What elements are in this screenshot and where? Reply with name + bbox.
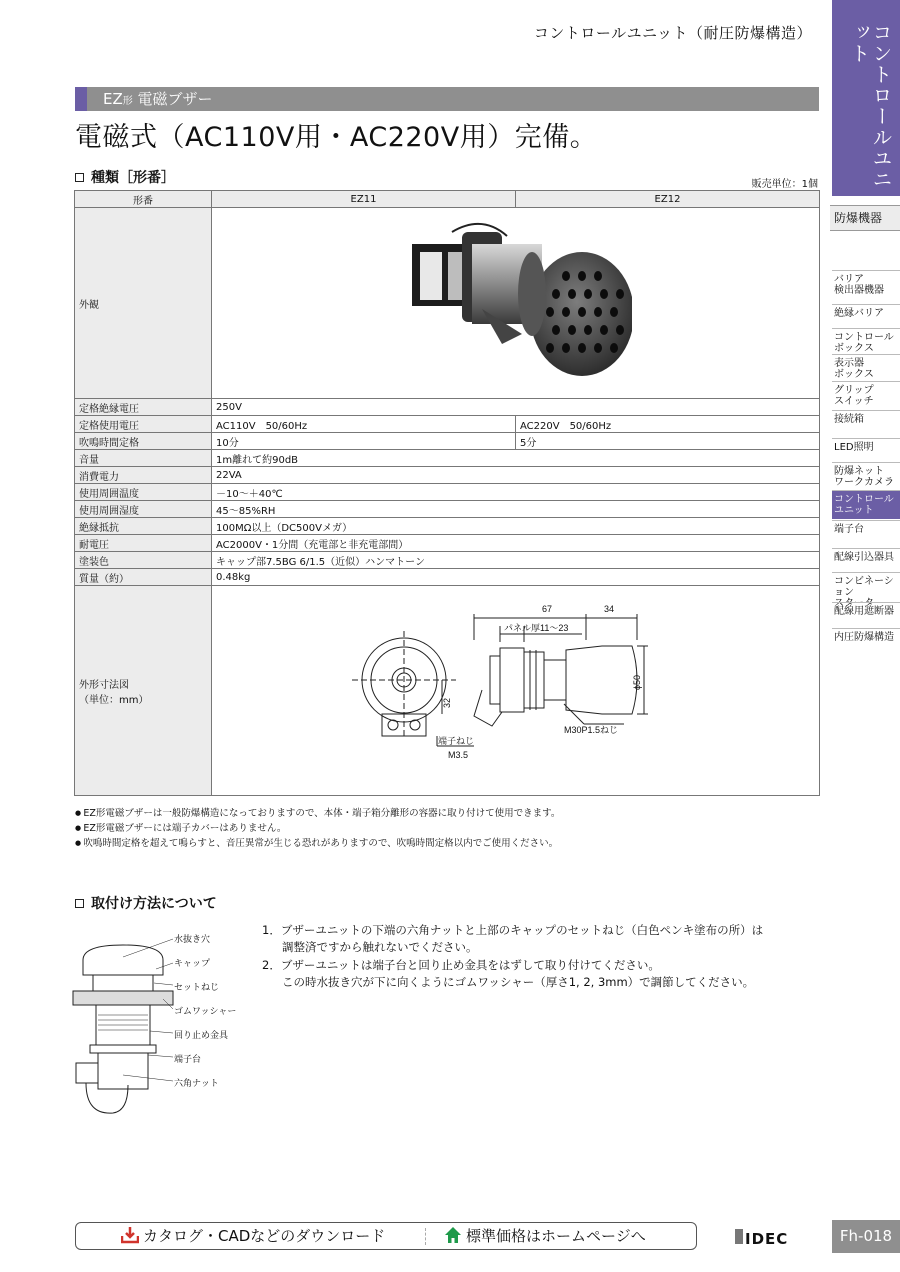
- cap-hole: [578, 307, 586, 317]
- sidebar-item[interactable]: コントロール ボックス: [832, 328, 900, 357]
- section-bar-accent: [75, 87, 87, 111]
- mounting-heading-text: 取付け方法について: [91, 896, 217, 912]
- section-title-text: 電磁ブザー: [137, 90, 213, 108]
- cap-hole: [546, 343, 554, 353]
- row-value: 22VA: [212, 467, 820, 484]
- note-item: ● 吹鳴時間定格を超えて鳴らすと、音圧異常が生じる恐れがありますので、吹鳴時間定格以内でご使用ください。: [75, 836, 560, 851]
- mounting-step: [262, 957, 763, 990]
- model-ez12: EZ12: [516, 191, 820, 208]
- product-photo-cell: [212, 208, 820, 399]
- cap-hole: [594, 343, 602, 353]
- row-label: 定格絶縁電圧: [75, 399, 212, 416]
- dim-34: 34: [604, 604, 615, 614]
- row-label: 使用周囲温度: [75, 484, 212, 501]
- sidebar-item[interactable]: コントロール ユニット: [832, 490, 900, 519]
- row-value: AC220V 50/60Hz: [516, 416, 820, 433]
- section-prefix: EZ: [103, 90, 123, 108]
- row-label: 消費電力: [75, 467, 212, 484]
- cap-hole: [568, 289, 576, 299]
- headline: 電磁式（AC110V用・AC220V用）完備。: [75, 122, 598, 153]
- row-label: 使用周囲湿度: [75, 501, 212, 518]
- sidebar-item[interactable]: 表示器 ボックス: [832, 354, 900, 383]
- row-label: 吹鳴時間定格: [75, 433, 212, 450]
- square-bullet-icon: [75, 173, 84, 182]
- sidebar-item[interactable]: バリア 検出器機器: [832, 270, 900, 299]
- download-link-text: カタログ・CADなどのダウンロード: [143, 1227, 386, 1245]
- footer-separator: [425, 1228, 426, 1245]
- diagram-label: キャップ: [174, 958, 211, 968]
- step-text: ブザーユニットは端子台と回り止め金具をはずして取り付けてください。: [280, 958, 660, 972]
- dim-panel: パネル厚11～23: [504, 623, 569, 633]
- cap-hole: [594, 271, 602, 281]
- row-label: 質量（約）: [75, 569, 212, 586]
- note-item: ● EZ形電磁ブザーは一般防爆構造になっておりますので、本体・端子箱分離形の容器に取り付けて使用できます。: [75, 806, 560, 821]
- cap-hole: [562, 307, 570, 317]
- row-label: 音量: [75, 450, 212, 467]
- table-row: [75, 433, 820, 450]
- types-heading: [75, 167, 175, 187]
- section-title: [103, 88, 213, 110]
- appearance-label: 外観: [75, 208, 212, 399]
- page-header-title: コントロールユニット（耐圧防爆構造）: [533, 24, 812, 42]
- sidebar-item[interactable]: LED照明: [832, 438, 900, 456]
- cap-hole: [584, 325, 592, 335]
- sidebar-item[interactable]: 絶縁バリア: [832, 304, 900, 322]
- side-tab-label: コントロールユニット: [847, 22, 893, 190]
- table-row: [75, 450, 820, 467]
- square-bullet-icon: [75, 899, 84, 908]
- diagram-label: 六角ナット: [174, 1078, 219, 1088]
- diagram-label: セットねじ: [174, 982, 220, 992]
- spec-table: [74, 190, 820, 796]
- table-row: [75, 535, 820, 552]
- mounting-step: [262, 922, 763, 955]
- sidebar-item[interactable]: 配線用遮断器: [832, 602, 900, 620]
- row-value: 100MΩ以上（DC500Vメガ）: [212, 518, 820, 535]
- download-icon: [121, 1226, 139, 1244]
- cap-hole: [552, 325, 560, 335]
- buzzer-photo-image: [412, 214, 632, 394]
- dimension-label: 外形寸法図 （単位：mm）: [75, 586, 212, 796]
- step-number: 1．: [262, 923, 281, 937]
- dim-thread: M30P1.5ねじ: [564, 725, 619, 735]
- dim-phi50: ϕ50: [632, 674, 642, 690]
- sidebar-item[interactable]: 端子台: [832, 520, 900, 538]
- table-header-row: [75, 191, 820, 208]
- page-number: Fh-018: [832, 1220, 900, 1253]
- side-tab: [832, 0, 900, 196]
- idec-logo-mark: [735, 1229, 743, 1244]
- dim-m35: M3.5: [448, 750, 469, 760]
- cap-hole: [600, 289, 608, 299]
- row-label: 耐電圧: [75, 535, 212, 552]
- sidebar-item[interactable]: 防爆ネット ワークカメラ: [832, 462, 900, 491]
- row-value: 10分: [212, 433, 516, 450]
- row-value: キャップ部7.5BG 6/1.5（近似）ハンマトーン: [212, 552, 820, 569]
- model-ez11: EZ11: [212, 191, 516, 208]
- cap-hole: [584, 289, 592, 299]
- cap-hole: [546, 307, 554, 317]
- sidebar-item[interactable]: コンビネーション スタータ: [832, 572, 900, 612]
- step-line: [262, 922, 763, 939]
- step-line: [262, 957, 763, 974]
- home-link-text: 標準価格はホームページへ: [466, 1227, 646, 1245]
- section-prefix-small: 形: [122, 96, 133, 107]
- row-value: 45～85%RH: [212, 501, 820, 518]
- diagram-label: 端子台: [174, 1054, 202, 1064]
- sidebar-item[interactable]: 配線引込器具: [832, 548, 900, 566]
- note-item: ● EZ形電磁ブザーには端子カバーはありません。: [75, 821, 560, 836]
- step-text: ブザーユニットの下端の六角ナットと上部のキャップのセットねじ（白色ペンキ塗布の所）は: [280, 923, 764, 937]
- dimension-row: [75, 586, 820, 796]
- step-line: 調整済ですから触れないでください。: [282, 939, 478, 954]
- row-value: AC110V 50/60Hz: [212, 416, 516, 433]
- table-row: [75, 467, 820, 484]
- cap-hole: [600, 325, 608, 335]
- row-value: AC2000V・1分間（充電部と非充電部間）: [212, 535, 820, 552]
- sales-unit: 販売単位：1個: [751, 179, 818, 190]
- row-value: 0.48kg: [212, 569, 820, 586]
- cap-hole: [562, 343, 570, 353]
- cap-hole: [594, 307, 602, 317]
- row-value: 1m離れて約90dB: [212, 450, 820, 467]
- table-row: [75, 416, 820, 433]
- dimension-drawing: [212, 586, 820, 794]
- table-row: [75, 501, 820, 518]
- col-label: 形番: [75, 191, 212, 208]
- notes: [75, 806, 560, 851]
- table-row: [75, 552, 820, 569]
- row-value: －10～＋40℃: [212, 484, 820, 501]
- row-label: 絶縁抵抗: [75, 518, 212, 535]
- table-row: [75, 569, 820, 586]
- dim-terminal: 端子ねじ: [438, 736, 475, 746]
- sidebar-item[interactable]: グリップ スイッチ: [832, 381, 900, 410]
- row-value: 5分: [516, 433, 820, 450]
- table-row: [75, 518, 820, 535]
- step-line: この時水抜き穴が下に向くようにゴムワッシャー（厚さ1, 2, 3mm）で調節してください。: [282, 974, 755, 989]
- home-link[interactable]: [444, 1226, 646, 1246]
- mounting-diagram: [68, 925, 243, 1125]
- cap-hole: [568, 325, 576, 335]
- cap-hole: [610, 343, 618, 353]
- cap-hole: [578, 343, 586, 353]
- cap-hole: [552, 289, 560, 299]
- mounting-heading: [75, 893, 217, 913]
- diagram-label: ゴムワッシャー: [174, 1006, 237, 1016]
- row-label: 定格使用電圧: [75, 416, 212, 433]
- home-icon: [444, 1226, 462, 1244]
- sidebar-category[interactable]: 防爆機器: [830, 205, 900, 231]
- table-row: [75, 399, 820, 416]
- diagram-label: 水抜き穴: [174, 934, 211, 944]
- idec-logo-text: IDEC: [745, 1230, 789, 1248]
- idec-logo: [735, 1228, 788, 1248]
- sidebar-item[interactable]: 内圧防爆構造: [832, 628, 900, 646]
- cap-hole: [610, 307, 618, 317]
- row-value: 250V: [212, 399, 820, 416]
- sidebar-item[interactable]: 接続箱: [832, 410, 900, 428]
- download-link[interactable]: [121, 1226, 385, 1246]
- mounting-steps: [262, 922, 763, 992]
- cap-hole: [578, 271, 586, 281]
- appearance-row: [75, 208, 820, 399]
- dimension-drawing-cell: [212, 586, 820, 796]
- cap-hole: [562, 271, 570, 281]
- step-number: 2．: [262, 958, 281, 972]
- table-row: [75, 484, 820, 501]
- cap-hole: [616, 325, 624, 335]
- row-label: 塗装色: [75, 552, 212, 569]
- cap-hole: [616, 289, 624, 299]
- dim-32: 32: [442, 697, 452, 708]
- diagram-label: 回り止め金具: [174, 1030, 229, 1040]
- dim-67: 67: [542, 604, 553, 614]
- types-heading-text: 種類［形番］: [91, 170, 175, 186]
